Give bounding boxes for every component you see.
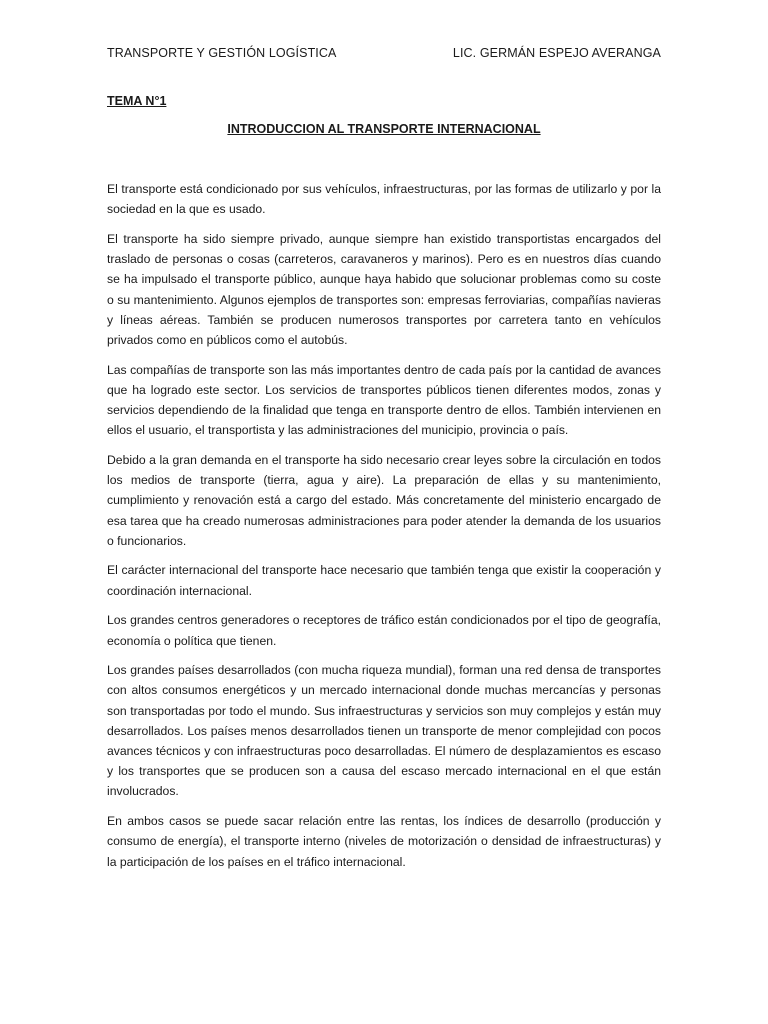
- paragraph: Debido a la gran demanda en el transporte ha sido necesario crear leyes sobre la circulación en todos los medios de transporte (tierra, agua y aire). La preparación de ellas y su mantenimiento, cumplimiento y renovación está a cargo del estado. Más concretamente del ministerio encargado de esa tarea que ha creado numerosas administraciones para poder atender la demanda de los usuarios o funcionarios.: [107, 452, 661, 548]
- paragraph: Los grandes países desarrollados (con mucha riqueza mundial), forman una red densa de transportes con altos consumos energéticos y un mercado internacional donde muchas mercancías y personas son transportadas por todo el mundo. Sus infraestructuras y servicios son muy complejos y están muy desarrollados. Los países menos desarrollados tienen un transporte de menor complejidad con pocos avances técnicos y con infraestructuras poco desarrolladas. El número de desplazamientos es escaso y los transportes que se producen son a causa del escaso mercado internacional en el que están involucrados.: [107, 663, 661, 799]
- topic-number: TEMA N°1: [107, 94, 167, 108]
- paragraph: El carácter internacional del transporte hace necesario que también tenga que existir la cooperación y coordinación internacional.: [107, 563, 661, 598]
- page-header: [107, 46, 661, 60]
- document-body: [107, 179, 661, 881]
- paragraph: El transporte ha sido siempre privado, aunque siempre han existido transportistas encargados del traslado de personas o cosas (carreteros, caravaneros y marinos). Pero es en nuestros días cuando se ha impulsado el transporte público, aunque haya habido que solucionar problemas como su coste o su mantenimiento. Algunos ejemplos de transportes son: empresas ferroviarias, compañías navieras y líneas aéreas. También se producen numerosos transportes por carretera tanto en vehículos privados como en públicos como el autobús.: [107, 231, 661, 347]
- paragraph: El transporte está condicionado por sus vehículos, infraestructuras, por las formas de utilizarlo y por la sociedad en la que es usado.: [107, 182, 661, 217]
- paragraph: Los grandes centros generadores o receptores de tráfico están condicionados por el tipo de geografía, economía o política que tienen.: [107, 613, 661, 648]
- header-course-title: TRANSPORTE Y GESTIÓN LOGÍSTICA: [107, 46, 337, 60]
- document-title: INTRODUCCION AL TRANSPORTE INTERNACIONAL: [227, 122, 541, 136]
- paragraph: Las compañías de transporte son las más importantes dentro de cada país por la cantidad de avances que ha logrado este sector. Los servicios de transportes públicos tienen diferentes modos, zonas y servicios dependiendo de la finalidad que tenga en transporte dentro de ellos. También intervienen en ellos el usuario, el transportista y las administraciones del municipio, provincia o país.: [107, 362, 661, 438]
- header-author: LIC. GERMÁN ESPEJO AVERANGA: [452, 46, 661, 60]
- paragraph: En ambos casos se puede sacar relación entre las rentas, los índices de desarrollo (producción y consumo de energía), el transporte interno (niveles de motorización o densidad de infraestructuras) y la participación de los países en el tráfico internacional.: [107, 814, 661, 869]
